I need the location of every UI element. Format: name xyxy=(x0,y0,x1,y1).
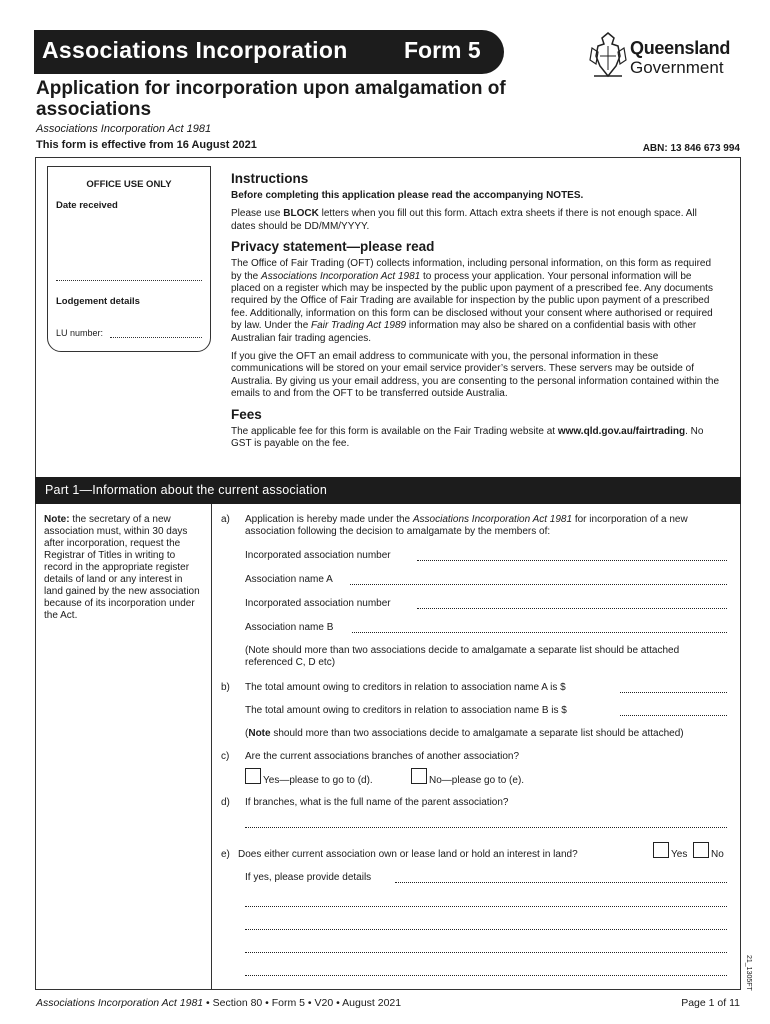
assoc-name-b-label: Association name B xyxy=(245,622,334,633)
queensland-government-logo xyxy=(588,30,748,82)
page-number: Page 1 of 11 xyxy=(681,997,740,1009)
lodgement-details-label: Lodgement details xyxy=(56,296,140,307)
land-no-checkbox[interactable] xyxy=(693,842,709,858)
land-details-field-5[interactable] xyxy=(245,975,727,976)
text: ( xyxy=(245,728,249,739)
branches-yes-checkbox[interactable] xyxy=(245,768,261,784)
branches-yes-label: Yes—please to go to (d). xyxy=(263,775,373,786)
inc-number-1-label: Incorporated association number xyxy=(245,550,391,561)
text-bold: BLOCK xyxy=(283,208,319,220)
question-a-note: (Note should more than two associations decide to amalgamate a separate list should be attached referenced C, D etc) xyxy=(245,645,680,669)
creditors-a-label: The total amount owing to creditors in relation to association name A is $ xyxy=(245,682,566,693)
coat-of-arms-icon xyxy=(588,30,628,80)
fees-heading: Fees xyxy=(231,406,262,422)
parent-association-field[interactable] xyxy=(245,827,727,828)
office-use-heading: OFFICE USE ONLY xyxy=(86,179,172,190)
question-a-text xyxy=(245,514,731,538)
inc-number-1-field[interactable] xyxy=(417,560,727,561)
creditors-a-field[interactable] xyxy=(620,692,727,693)
land-details-field-4[interactable] xyxy=(245,952,727,953)
land-yes-label: Yes xyxy=(671,849,688,860)
creditors-b-field[interactable] xyxy=(620,715,727,716)
text: letters when you fill out this form. Attach extra sheets if there is not enough space. All dates should be DD/MM/YYYY. xyxy=(231,208,697,232)
form-subtitle: Application for incorporation upon amalgamation of associations xyxy=(36,78,506,120)
text: for incorporation of a new association following the decision to amalgamate by the members of: xyxy=(245,514,688,538)
form-title: Associations Incorporation xyxy=(42,37,348,63)
text: to process your application. Your personal information will be placed on a register which may be inspected by the public upon payment of a prescribed fee. Any documents required by the Office of Fair Trading are available for inspection by the public upon payment of a prescribed fee. Additionally, information on this form can be disclosed without your consent where authorised or required by law. Under the xyxy=(231,270,713,332)
branches-no-checkbox[interactable] xyxy=(411,768,427,784)
fair-trading-link[interactable]: www.qld.gov.au/fairtrading xyxy=(557,425,686,437)
inc-number-2-field[interactable] xyxy=(417,608,727,609)
note-text: the secretary of a new association must, within 30 days after incorporation, request the Registrar of Titles in writing to record in the appropriate register details of land or any interest in land gained by the new association because of its incorporation under the Act. xyxy=(44,514,200,621)
privacy-paragraph-2: If you give the OFT an email address to communicate with you, the personal information in these communications will be stored on your email service provider’s servers. These servers may be outside of Australia. By giving us your email address, you are consenting to the personal information contained within the emails to and from the OFT to be transferred outside Australia. xyxy=(231,351,720,400)
column-divider xyxy=(211,504,212,990)
question-c-label: c) xyxy=(221,751,230,762)
assoc-name-a-field[interactable] xyxy=(350,584,727,585)
text-italic: Fair Trading Act 1989 xyxy=(311,320,407,332)
brand-line-1: Queensland xyxy=(630,38,731,58)
text-italic: Associations Incorporation Act 1981 xyxy=(261,270,421,282)
inc-number-2-label: Incorporated association number xyxy=(245,598,391,609)
land-details-field-2[interactable] xyxy=(245,906,727,907)
assoc-name-b-field[interactable] xyxy=(352,632,727,633)
text-bold: Note xyxy=(248,728,271,739)
text: The applicable fee for this form is available on the Fair Trading website at xyxy=(231,425,558,437)
text: Application is hereby made under the xyxy=(245,514,413,525)
act-reference: Associations Incorporation Act 1981 xyxy=(36,123,212,135)
effective-date: This form is effective from 16 August 2021 xyxy=(36,139,257,151)
text-italic: Associations Incorporation Act 1981 xyxy=(412,514,573,525)
note-label: Note: xyxy=(44,514,70,525)
land-yes-checkbox[interactable] xyxy=(653,842,669,858)
instructions-section xyxy=(231,171,721,457)
text: The Office of Fair Trading (OFT) collects information, including personal information, on this form as required by the xyxy=(231,258,712,282)
creditors-b-label: The total amount owing to creditors in relation to association name B is $ xyxy=(245,705,567,716)
text: . No GST is payable on the fee. xyxy=(231,425,704,450)
form-number: Form 5 xyxy=(404,37,481,63)
land-details-field-1[interactable] xyxy=(395,882,727,883)
assoc-name-a-label: Association name A xyxy=(245,574,333,585)
land-no-label: No xyxy=(711,849,724,860)
brand-line-2: Government xyxy=(630,58,724,77)
question-e-text: Does either current association own or lease land or hold an interest in land? xyxy=(238,849,578,860)
office-use-box xyxy=(47,166,211,352)
part-1-heading: Part 1—Information about the current association xyxy=(35,477,741,504)
instructions-heading: Instructions xyxy=(231,171,309,186)
branches-no-label: No—please go to (e). xyxy=(429,775,525,786)
land-details-field-3[interactable] xyxy=(245,929,727,930)
text: information may also be shared on a confidential basis with other Australian fair trading agencies. xyxy=(231,320,697,344)
question-c-text: Are the current associations branches of another association? xyxy=(245,751,520,762)
lu-number-label: LU number: xyxy=(56,328,104,338)
privacy-paragraph-1 xyxy=(231,258,721,345)
instructions-line-1: Before completing this application please read the accompanying NOTES. xyxy=(231,190,584,201)
date-received-label: Date received xyxy=(56,200,118,211)
question-b-note xyxy=(245,728,684,740)
text: should more than two associations decide to amalgamate a separate list should be attached) xyxy=(270,728,684,739)
abn-number: ABN: 13 846 673 994 xyxy=(642,143,740,154)
land-details-label: If yes, please provide details xyxy=(245,872,372,883)
footer-act: Associations Incorporation Act 1981 xyxy=(36,997,204,1009)
question-a-label: a) xyxy=(221,514,230,525)
footer-rest: • Section 80 • Form 5 • V20 • August 2021 xyxy=(203,997,402,1009)
instructions-line-2 xyxy=(231,208,721,233)
form-title-bar xyxy=(34,30,504,74)
question-e-label: e) xyxy=(221,849,230,860)
fees-paragraph xyxy=(231,426,721,451)
text: Please use xyxy=(231,208,284,220)
form-code: 21_1305FT xyxy=(745,955,752,991)
footer-reference xyxy=(36,997,401,1009)
question-d-text: If branches, what is the full name of the parent association? xyxy=(245,797,509,808)
privacy-heading: Privacy statement—please read xyxy=(231,239,435,255)
date-received-line xyxy=(56,280,202,281)
lu-number-line xyxy=(110,337,202,338)
part-1-note xyxy=(44,514,204,622)
question-b-label: b) xyxy=(221,682,230,693)
question-d-label: d) xyxy=(221,797,230,808)
